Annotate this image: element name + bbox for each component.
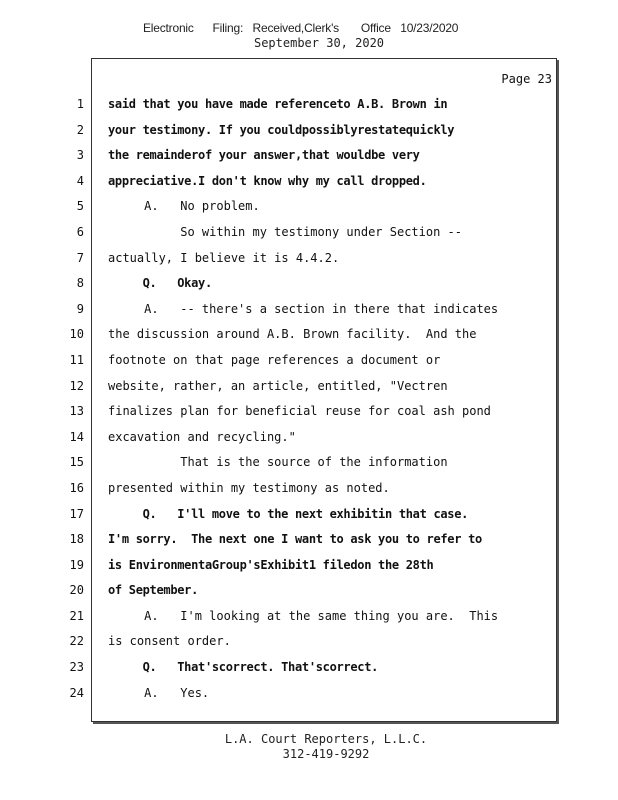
line-number: 22 xyxy=(69,634,84,649)
page-number: Page 23 xyxy=(501,72,552,86)
line-number: 3 xyxy=(76,148,84,163)
filing-stamp: Electronic Filing: Received,Clerk's Office 10/23/2020 xyxy=(143,21,459,35)
transcript-line: excavation and recycling." xyxy=(108,429,296,444)
line-number: 14 xyxy=(69,429,84,444)
transcript-line: is EnvironmentaGroup'sExhibit1 filedon the 28th xyxy=(108,557,434,572)
transcript-line: presented within my testimony as noted. xyxy=(108,480,390,495)
transcript-line: appreciative.I don't know why my call dropped. xyxy=(108,173,427,188)
line-number: 15 xyxy=(69,455,84,470)
line-number-column xyxy=(60,92,84,706)
line-number: 13 xyxy=(69,404,84,419)
transcript-line: A. I'm looking at the same thing you are. This xyxy=(108,608,499,623)
line-number: 2 xyxy=(76,122,84,137)
transcript-line: I'm sorry. The next one I want to ask you to refer to xyxy=(108,532,482,547)
line-number: 1 xyxy=(76,97,84,111)
line-number: 5 xyxy=(76,199,84,214)
line-number: 7 xyxy=(76,250,84,265)
line-number: 18 xyxy=(69,532,84,547)
transcript-line: website, rather, an article, entitled, "Vectren xyxy=(108,378,448,393)
line-number: 23 xyxy=(69,660,84,675)
line-number: 11 xyxy=(69,352,84,367)
transcript-line: of September. xyxy=(108,583,199,598)
line-number: 16 xyxy=(69,480,84,495)
line-number: 19 xyxy=(69,557,84,572)
transcript-line: Q. I'll move to the next exhibitin that case. xyxy=(108,506,469,521)
transcript-line: A. Yes. xyxy=(108,685,210,700)
line-number: 8 xyxy=(76,276,84,291)
transcript-line: Q. Okay. xyxy=(108,276,212,291)
court-reporter-company: L.A. Court Reporters, L.L.C. xyxy=(224,732,428,746)
line-number: 20 xyxy=(69,583,84,598)
line-number: 4 xyxy=(76,173,84,188)
line-number: 6 xyxy=(76,224,84,239)
transcript-line: finalizes plan for beneficial reuse for coal ash pond xyxy=(108,404,491,419)
transcript-line: A. -- there's a section in there that indicates xyxy=(108,301,499,316)
transcript-line: actually, I believe it is 4.4.2. xyxy=(108,250,340,265)
transcript-line: So within my testimony under Section -- xyxy=(108,224,463,239)
transcript-line: the remainderof your answer,that wouldbe very xyxy=(108,148,420,163)
court-reporter-phone: 312-419-9292 xyxy=(282,747,370,761)
transcript-line: Q. That'scorrect. That'scorrect. xyxy=(108,660,379,675)
transcript-line: That is the source of the information xyxy=(108,455,448,470)
transcript-line: said that you have made referenceto A.B. Brown in xyxy=(108,97,448,111)
page-footer xyxy=(0,732,618,762)
transcript-line: A. No problem. xyxy=(108,199,260,214)
line-number: 12 xyxy=(69,378,84,393)
transcript-date: September 30, 2020 xyxy=(253,36,385,50)
transcript-line: footnote on that page references a document or xyxy=(108,352,441,367)
transcript-body xyxy=(108,92,553,706)
transcript-line: the discussion around A.B. Brown facility. And the xyxy=(108,327,477,342)
line-number: 21 xyxy=(69,608,84,623)
transcript-line: is consent order. xyxy=(108,634,231,649)
transcript-line: your testimony. If you couldpossiblyrestatequickly xyxy=(108,122,455,137)
line-number: 24 xyxy=(69,685,84,700)
line-number: 10 xyxy=(69,327,84,342)
line-number: 17 xyxy=(69,506,84,521)
line-number: 9 xyxy=(76,301,84,316)
